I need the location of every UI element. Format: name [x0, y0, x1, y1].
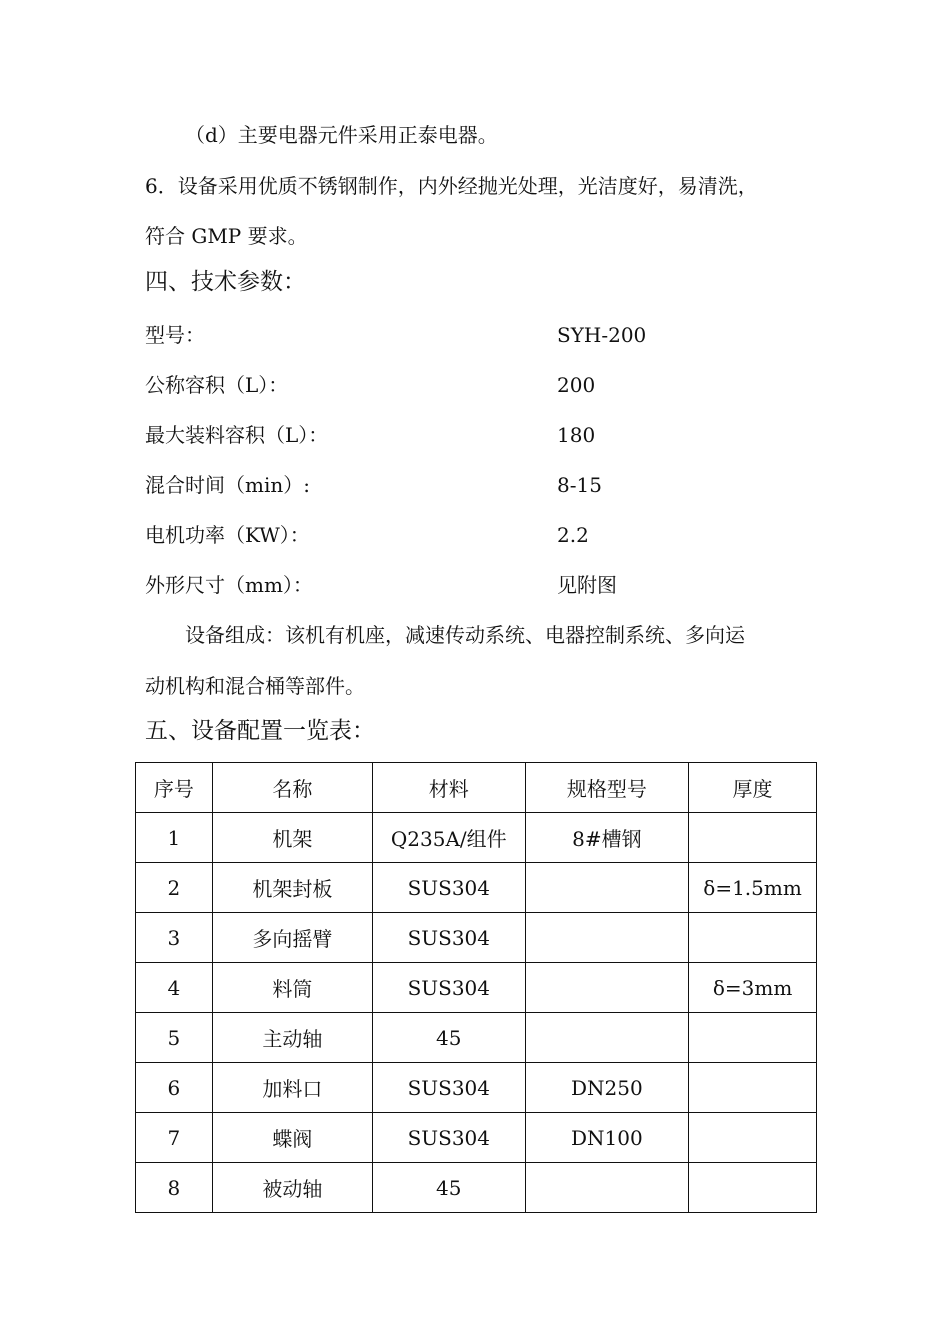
intro-line-6b: 符合 GMP 要求。 — [145, 224, 308, 248]
table-cell: 机架封板 — [212, 863, 372, 913]
table-cell: SUS304 — [372, 863, 525, 913]
header-cell: 厚度 — [689, 763, 817, 813]
section5-heading: 五、设备配置一览表： — [145, 718, 375, 744]
table-cell: 8 — [136, 1163, 213, 1213]
param-value-max-load: 180 — [557, 423, 596, 447]
table-cell: 3 — [136, 913, 213, 963]
table-cell: 加料口 — [212, 1063, 372, 1113]
composition-line-a: 设备组成：该机有机座，减速传动系统、电器控制系统、多向运 — [185, 623, 745, 647]
header-cell: 材料 — [372, 763, 525, 813]
table-row — [136, 1163, 817, 1213]
param-label-model: 型号： — [145, 323, 205, 347]
param-label-motor-power: 电机功率（KW）： — [145, 523, 310, 547]
table-cell: Q235A/组件 — [372, 813, 525, 863]
section4-heading: 四、技术参数： — [145, 269, 306, 295]
header-cell: 规格型号 — [525, 763, 689, 813]
table-cell: 蝶阀 — [212, 1113, 372, 1163]
table-cell — [525, 1163, 689, 1213]
table-cell: 2 — [136, 863, 213, 913]
header-cell: 名称 — [212, 763, 372, 813]
table-cell: 被动轴 — [212, 1163, 372, 1213]
table-row — [136, 813, 817, 863]
equipment-config-table — [135, 762, 817, 1213]
table-cell: 7 — [136, 1113, 213, 1163]
table-cell: SUS304 — [372, 1113, 525, 1163]
table-cell — [689, 1063, 817, 1113]
table-cell: 45 — [372, 1013, 525, 1063]
table-row — [136, 913, 817, 963]
table-cell — [525, 963, 689, 1013]
table-cell: 主动轴 — [212, 1013, 372, 1063]
table-row — [136, 863, 817, 913]
table-cell: 4 — [136, 963, 213, 1013]
table-cell: δ=3mm — [689, 963, 817, 1013]
table-cell: 多向摇臂 — [212, 913, 372, 963]
table-cell: 6 — [136, 1063, 213, 1113]
table-cell — [525, 863, 689, 913]
table-header-row — [136, 763, 817, 813]
table-cell — [525, 913, 689, 963]
table-cell: 5 — [136, 1013, 213, 1063]
table-row — [136, 1063, 817, 1113]
table-cell: DN100 — [525, 1113, 689, 1163]
param-value-model: SYH-200 — [557, 323, 647, 347]
table-row — [136, 1013, 817, 1063]
table-cell: 45 — [372, 1163, 525, 1213]
param-label-max-load: 最大装料容积（L）： — [145, 423, 329, 447]
table-cell — [689, 1163, 817, 1213]
param-label-mix-time: 混合时间（min）: — [145, 473, 310, 497]
table-cell: 1 — [136, 813, 213, 863]
table-cell — [689, 1013, 817, 1063]
table-cell: δ=1.5mm — [689, 863, 817, 913]
table-row — [136, 1113, 817, 1163]
intro-line-d: （d）主要电器元件采用正泰电器。 — [185, 123, 498, 147]
param-value-dimensions: 见附图 — [557, 573, 617, 597]
table-cell — [689, 813, 817, 863]
param-label-dimensions: 外形尺寸（mm）： — [145, 573, 313, 597]
table-row — [136, 963, 817, 1013]
table-cell: 料筒 — [212, 963, 372, 1013]
param-label-nominal-volume: 公称容积（L）： — [145, 373, 289, 397]
table-cell: SUS304 — [372, 963, 525, 1013]
composition-line-b: 动机构和混合桶等部件。 — [145, 674, 365, 698]
intro-line-6a: 6．设备采用优质不锈钢制作，内外经抛光处理，光洁度好，易清洗， — [145, 174, 758, 198]
table-cell: SUS304 — [372, 913, 525, 963]
header-cell: 序号 — [136, 763, 213, 813]
param-value-mix-time: 8-15 — [557, 473, 602, 497]
table-cell: DN250 — [525, 1063, 689, 1113]
table-cell — [689, 1113, 817, 1163]
param-value-nominal-volume: 200 — [557, 373, 596, 397]
table-cell — [525, 1013, 689, 1063]
table-cell: 8#槽钢 — [525, 813, 689, 863]
table-cell — [689, 913, 817, 963]
table-cell: 机架 — [212, 813, 372, 863]
param-value-motor-power: 2.2 — [557, 523, 589, 547]
table-cell: SUS304 — [372, 1063, 525, 1113]
